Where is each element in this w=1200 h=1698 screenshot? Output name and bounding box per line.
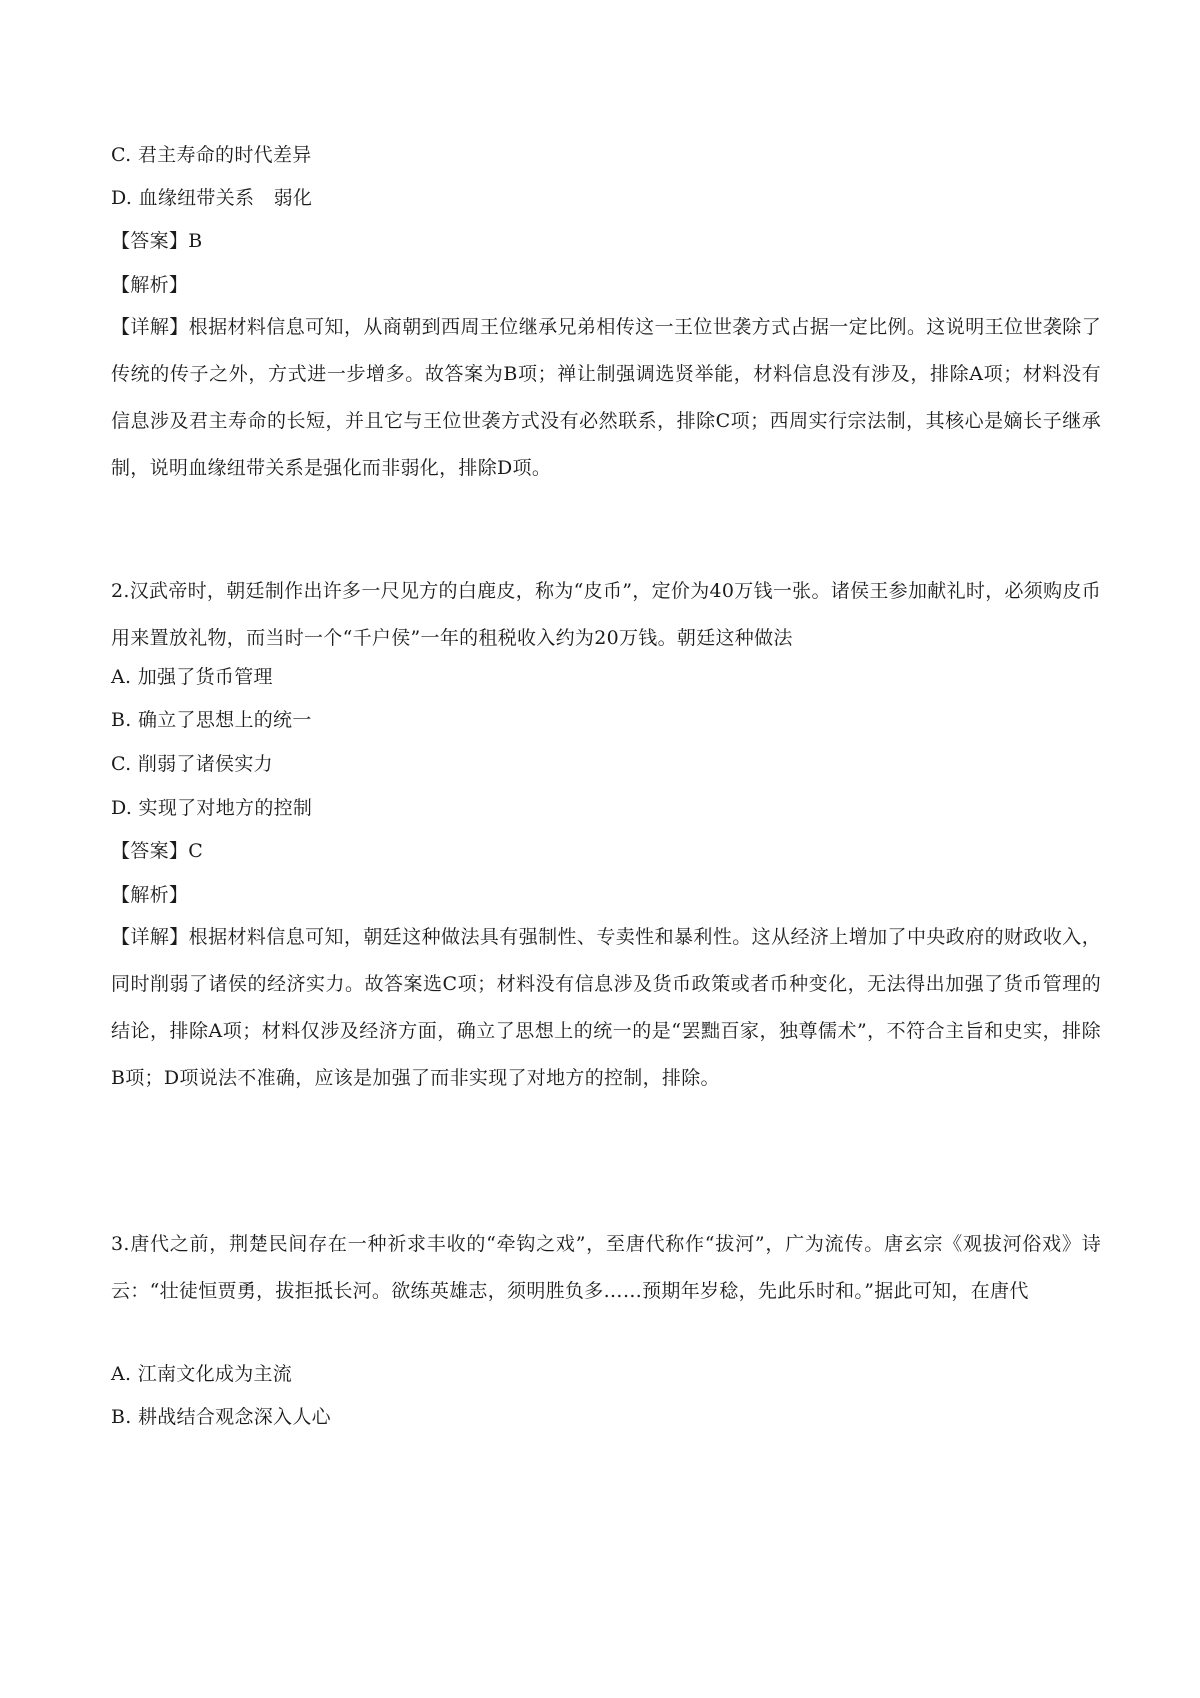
q1-option-d: D. 血缘纽带关系 弱化 — [111, 187, 313, 209]
q3-option-a: A. 江南文化成为主流 — [111, 1363, 293, 1385]
q2-option-a: A. 加强了货币管理 — [111, 666, 273, 688]
q2-stem: 2.汉武帝时，朝廷制作出许多一尺见方的白鹿皮，称为“皮币”，定价为40万钱一张。诸侯王参加献礼时，必须购皮币用来置放礼物，而当时一个“千户侯”一年的租税收入约为20万钱。朝廷这种做法 — [111, 580, 1101, 649]
q3-stem: 3.唐代之前，荆楚民间存在一种祈求丰收的“牵钩之戏”，至唐代称作“拔河”，广为流传。唐玄宗《观拔河俗戏》诗云：“壮徒恒贾勇，拔拒抵长河。欲练英雄志，须明胜负多……预期年岁稔，先此乐时和。”据此可知，在唐代 — [111, 1233, 1101, 1302]
q2-answer: 【答案】C — [111, 840, 204, 862]
q2-option-d: D. 实现了对地方的控制 — [111, 797, 313, 819]
q2-detail: 【详解】根据材料信息可知，朝廷这种做法具有强制性、专卖性和暴利性。这从经济上增加了中央政府的财政收入，同时削弱了诸侯的经济实力。故答案选C项；材料没有信息涉及货币政策或者币种变化，无法得出加强了货币管理的结论，排除A项；材料仅涉及经济方面，确立了思想上的统一的是“罢黜百家，独尊儒术”，不符合主旨和史实，排除B项；D项说法不准确，应该是加强了而非实现了对地方的控制，排除。 — [111, 926, 1101, 1089]
q2-option-c: C. 削弱了诸侯实力 — [111, 753, 273, 775]
q1-answer: 【答案】B — [111, 230, 203, 252]
q1-analysis-label: 【解析】 — [111, 274, 189, 296]
q2-analysis-label: 【解析】 — [111, 884, 189, 906]
q2-option-b: B. 确立了思想上的统一 — [111, 709, 312, 731]
q3-option-b: B. 耕战结合观念深入人心 — [111, 1406, 331, 1428]
q1-detail: 【详解】根据材料信息可知，从商朝到西周王位继承兄弟相传这一王位世袭方式占据一定比例。这说明王位世袭除了传统的传子之外，方式进一步增多。故答案为B项；禅让制强调选贤举能，材料信息没有涉及，排除A项；材料没有信息涉及君主寿命的长短，并且它与王位世袭方式没有必然联系，排除C项；西周实行宗法制，其核心是嫡长子继承制，说明血缘纽带关系是强化而非弱化，排除D项。 — [111, 316, 1101, 479]
q1-option-c: C. 君主寿命的时代差异 — [111, 144, 312, 166]
